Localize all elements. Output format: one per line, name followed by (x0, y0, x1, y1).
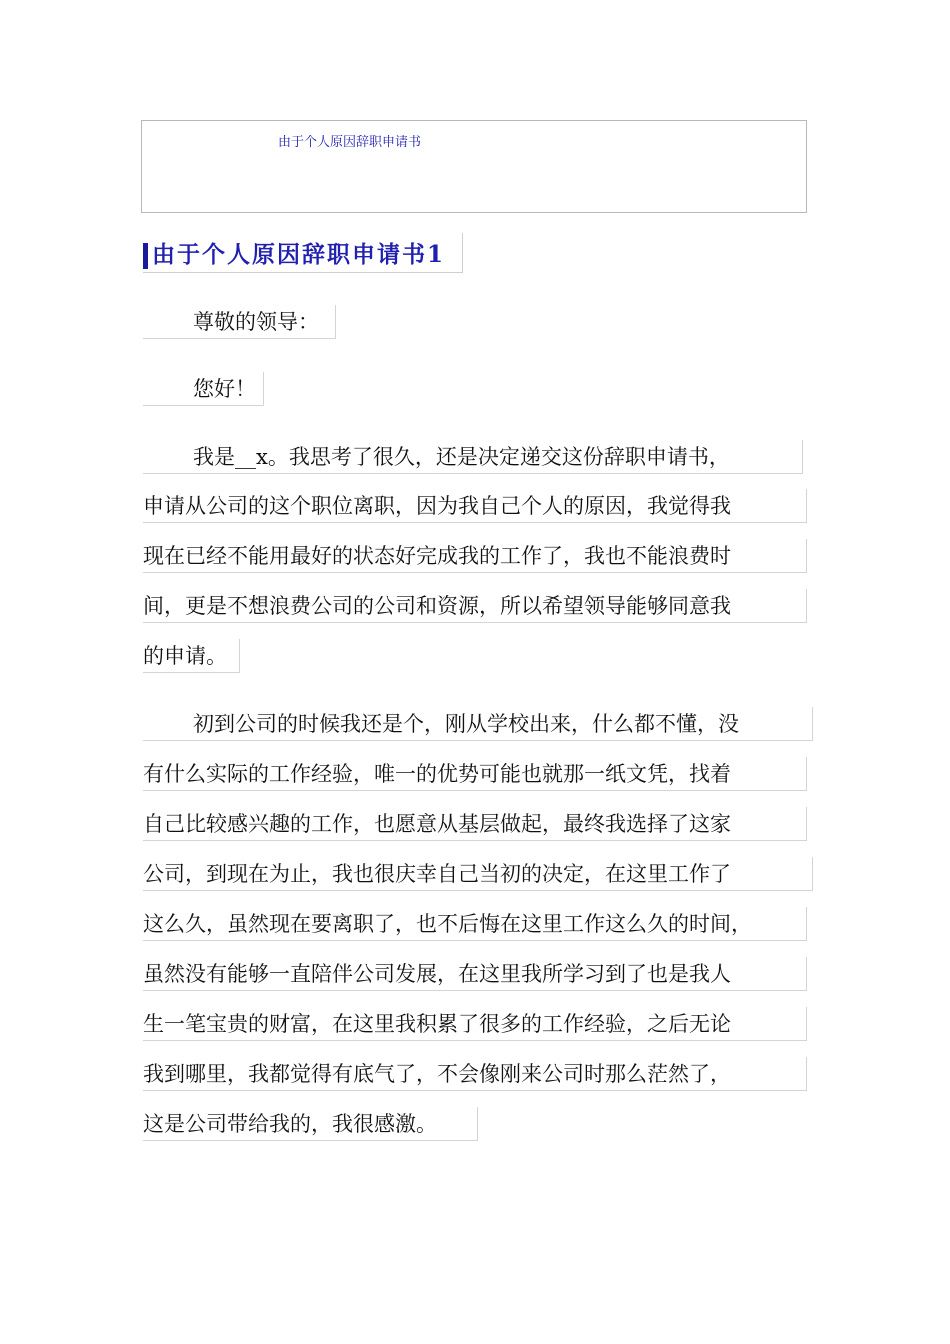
paragraph1-text: 的申请。 (143, 644, 227, 668)
paragraph1-line (143, 639, 240, 673)
paragraph2-line (143, 807, 807, 841)
paragraph1-text: 现在已经不能用最好的状态好完成我的工作了，我也不能浪费时 (143, 544, 731, 568)
paragraph2-line (143, 1057, 807, 1091)
paragraph2-line (143, 757, 807, 791)
paragraph2-text: 这是公司带给我的，我很感激。 (143, 1112, 437, 1136)
paragraph2-line (143, 857, 813, 891)
paragraph2-line (143, 1107, 478, 1141)
heading-marker (143, 243, 148, 269)
paragraph2-text: 我到哪里，我都觉得有底气了，不会像刚来公司时那么茫然了， (143, 1062, 731, 1086)
paragraph2-line (143, 907, 807, 941)
paragraph2-text: 公司，到现在为止，我也很庆幸自己当初的决定，在这里工作了 (143, 862, 731, 886)
paragraph1-line (143, 440, 803, 474)
paragraph2-text: 初到公司的时候我还是个，刚从学校出来，什么都不懂，没 (193, 712, 739, 736)
paragraph1-line (143, 539, 807, 573)
paragraph2-text: 这么久，虽然现在要离职了，也不后悔在这里工作这么久的时间， (143, 912, 752, 936)
paragraph2-line (143, 707, 813, 741)
paragraph1-line (143, 489, 807, 523)
heading-text: 由于个人原因辞职申请书1 (152, 241, 446, 268)
header-box (141, 120, 807, 213)
paragraph1-text: 我是__x。我思考了很久，还是决定递交这份辞职申请书， (193, 445, 730, 469)
paragraph2-text: 自己比较感兴趣的工作，也愿意从基层做起，最终我选择了这家 (143, 812, 731, 836)
document-heading (143, 233, 463, 273)
greeting-text: 您好！ (193, 377, 256, 401)
paragraph2-text: 虽然没有能够一直陪伴公司发展，在这里我所学习到了也是我人 (143, 962, 731, 986)
paragraph2-line (143, 957, 807, 991)
header-title: 由于个人原因辞职申请书 (278, 135, 422, 150)
paragraph1-line (143, 589, 807, 623)
greeting-line (143, 372, 264, 406)
paragraph2-text: 有什么实际的工作经验，唯一的优势可能也就那一纸文凭，找着 (143, 762, 731, 786)
salutation-text: 尊敬的领导： (193, 310, 319, 334)
paragraph1-text: 间，更是不想浪费公司的公司和资源，所以希望领导能够同意我 (143, 594, 731, 618)
paragraph2-line (143, 1007, 807, 1041)
salutation-line (143, 305, 336, 339)
paragraph1-text: 申请从公司的这个职位离职，因为我自己个人的原因，我觉得我 (143, 494, 731, 518)
paragraph2-text: 生一笔宝贵的财富，在这里我积累了很多的工作经验，之后无论 (143, 1012, 731, 1036)
